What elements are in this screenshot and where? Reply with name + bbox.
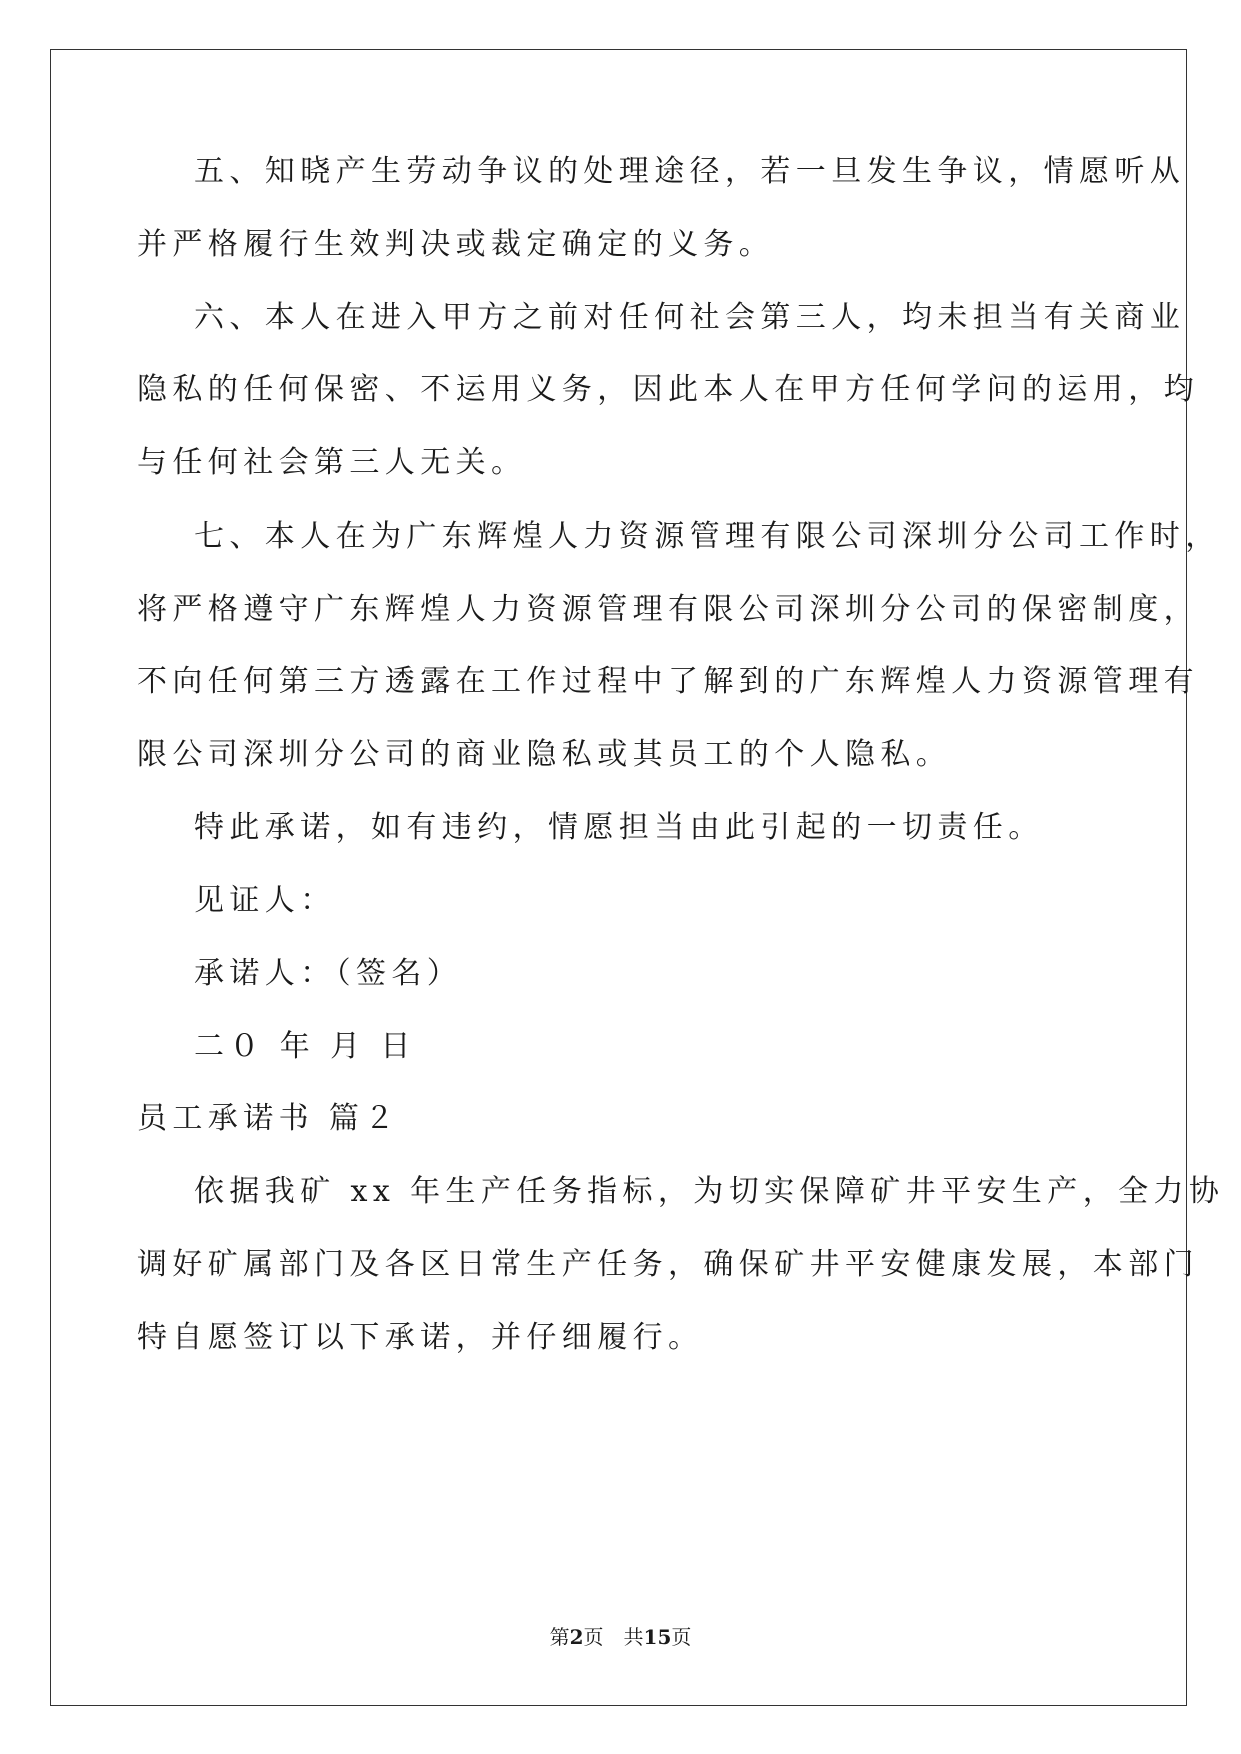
paragraph-5-line-1: 五、知晓产生劳动争议的处理途径，若一旦发生争议，情愿听从 [194,154,1186,189]
pledger-signature-label: 承诺人：（签名） [194,956,463,991]
witness-label: 见证人： [194,883,336,918]
date-line: 二０ 年 月 日 [194,1029,416,1064]
paragraph-6-line-1: 六、本人在进入甲方之前对任何社会第三人，均未担当有关商业 [194,300,1186,335]
paragraph-7-line-3: 不向任何第三方透露在工作过程中了解到的广东辉煌人力资源管理有 [137,664,1199,699]
section-2-line-1: 依据我矿 xx 年生产任务指标，为切实保障矿井平安生产，全力协 [194,1174,1225,1209]
pledge-statement: 特此承诺，如有违约，情愿担当由此引起的一切责任。 [194,810,1044,845]
page-current: 2 [569,1625,584,1649]
page-footer [0,1624,1241,1650]
page-prefix: 第 [549,1625,570,1649]
section-2-line-2: 调好矿属部门及各区日常生产任务，确保矿井平安健康发展，本部门 [137,1247,1199,1282]
page-suffix: 页 [583,1625,604,1649]
section-2-line-3: 特自愿签订以下承诺，并仔细履行。 [137,1320,704,1355]
total-suffix: 页 [671,1625,692,1649]
total-prefix: 共 [623,1625,644,1649]
paragraph-7-line-1: 七、本人在为广东辉煌人力资源管理有限公司深圳分公司工作时， [194,519,1221,554]
paragraph-6-line-3: 与任何社会第三人无关。 [137,445,527,480]
paragraph-6-line-2: 隐私的任何保密、不运用义务，因此本人在甲方任何学问的运用，均 [137,372,1199,407]
paragraph-5-line-2: 并严格履行生效判决或裁定确定的义务。 [137,227,775,262]
page-total: 15 [643,1625,672,1649]
section-title: 员工承诺书 篇２ [137,1101,400,1136]
paragraph-7-line-2: 将严格遵守广东辉煌人力资源管理有限公司深圳分公司的保密制度， [137,592,1199,627]
paragraph-7-line-4: 限公司深圳分公司的商业隐私或其员工的个人隐私。 [137,737,952,772]
